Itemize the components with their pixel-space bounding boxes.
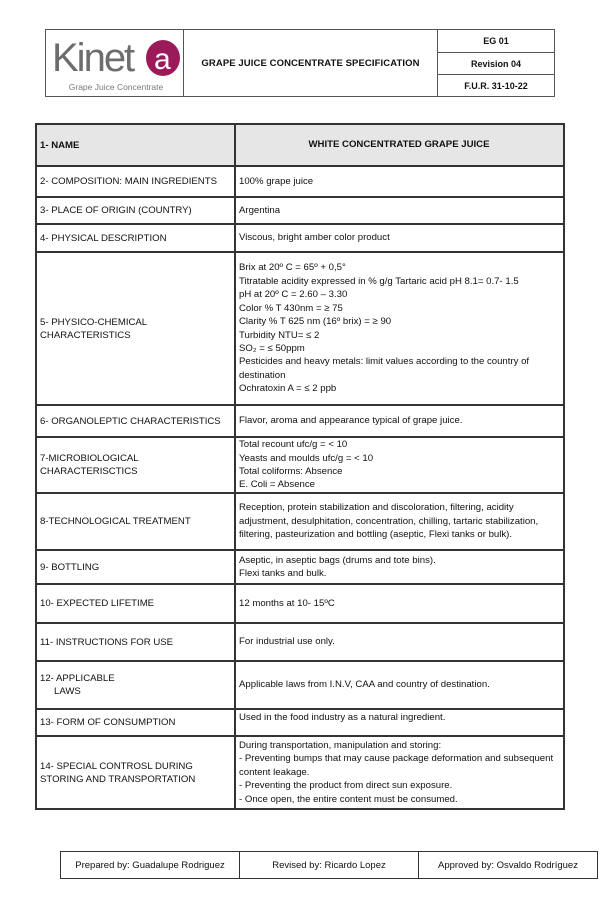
row-value: Total recount ufc/g = < 10 Yeasts and moulds ufc/g = < 10 Total coliforms: Absence E. Coli = Absence xyxy=(239,439,374,491)
spec-row-physico-chemical xyxy=(37,251,563,404)
prepared-by: Prepared by: Guadalupe Rodriguez xyxy=(61,852,240,878)
row-label: 4- PHYSICAL DESCRIPTION xyxy=(37,225,236,251)
spec-row-technological xyxy=(37,492,563,549)
spec-row-origin xyxy=(37,196,563,223)
spec-row-laws xyxy=(37,660,563,708)
approved-by: Approved by: Osvaldo Rodríguez xyxy=(438,859,578,871)
row-label: 6- ORGANOLEPTIC CHARACTERISTICS xyxy=(37,406,236,436)
company-logo xyxy=(46,30,184,96)
row-value: Aseptic, in aseptic bags (drums and tote bins). Flexi tanks and bulk. xyxy=(239,554,436,579)
row-value: During transportation, manipulation and storing: - Preventing bumps that may cause package deformation and subsequent content leakage. - Preventing the product from direct sun exposure. - Once open, the entire content must be consumed. xyxy=(239,739,554,805)
document-revision: Revision 04 xyxy=(438,52,554,74)
revised-by: Revised by: Ricardo Lopez xyxy=(240,852,419,878)
row-label: 7-MICROBIOLOGICAL CHARACTERISCTICS xyxy=(37,438,236,492)
spec-row-organoleptic xyxy=(37,404,563,436)
row-value: Argentina xyxy=(239,204,281,216)
row-label: 14- SPECIAL CONTROSL DURING STORING AND TRANSPORTATION xyxy=(37,737,236,808)
row-label: 5- PHYSICO-CHEMICAL CHARACTERISTICS xyxy=(37,253,236,404)
row-value: 12 months at 10- 15ºC xyxy=(239,597,335,609)
row-label: 13- FORM OF CONSUMPTION xyxy=(37,710,236,735)
row-value: Reception, protein stabilization and discoloration, filtering, acidity adjustment, desulphitation, concentration, chilling, tartaric stabilization, filtering, pasteurization and bottling (aseptic, Flexi tanks or bulk). xyxy=(239,502,539,541)
row-value: Flavor, aroma and appearance typical of grape juice. xyxy=(239,415,463,427)
row-label: 8-TECHNOLOGICAL TREATMENT xyxy=(37,494,236,549)
row-label: 3- PLACE OF ORIGIN (COUNTRY) xyxy=(37,198,236,223)
row-value: Used in the food industry as a natural ingredient. xyxy=(239,712,446,723)
document-code: EG 01 xyxy=(483,36,509,46)
spec-row-bottling xyxy=(37,549,563,583)
row-value: Viscous, bright amber color product xyxy=(239,232,390,244)
row-value: Brix at 20º C = 65º + 0,5° Titratable acidity expressed in % g/g Tartaric acid pH 8.1= 0.7- 1.5 pH at 20º C = 2.60 – 3.30 Color % T 430nm = ≥ 75 Clarity % T 625 nm (16º brix) = ≥ 90 Turbidity NTU= ≤ 2 SO₂ = ≤ 50ppm Pesticides and heavy metals: limit values according to the country of destination Ochratoxin A = ≤ 2 ppb xyxy=(239,262,530,395)
specification-table xyxy=(35,123,565,810)
spec-row-consumption xyxy=(37,708,563,735)
spec-row-physical xyxy=(37,223,563,251)
document-title: GRAPE JUICE CONCENTRATE SPECIFICATION xyxy=(184,30,438,96)
spec-row-composition xyxy=(37,165,563,196)
spec-row-instructions xyxy=(37,622,563,660)
document-meta xyxy=(438,30,554,96)
row-label: 12- APPLICABLE LAWS xyxy=(37,662,236,708)
document-header xyxy=(45,29,555,97)
svg-text:Kinet: Kinet xyxy=(52,36,134,80)
row-value: WHITE CONCENTRATED GRAPE JUICE xyxy=(308,139,490,151)
spec-row-microbiological xyxy=(37,436,563,492)
signature-table xyxy=(60,851,598,879)
row-value: 100% grape juice xyxy=(239,175,314,187)
document-fur-date: F.U.R. 31-10-22 xyxy=(438,74,554,96)
row-label: 9- BOTTLING xyxy=(37,551,236,583)
svg-text:a: a xyxy=(154,43,171,76)
spec-row-lifetime xyxy=(37,583,563,622)
kineta-logo-icon xyxy=(50,34,182,80)
logo-subtitle: Grape Juice Concentrate xyxy=(68,82,164,92)
spec-row-special-controls xyxy=(37,735,563,808)
row-label: 2- COMPOSITION: MAIN INGREDIENTS xyxy=(37,167,236,196)
row-label: 10- EXPECTED LIFETIME xyxy=(37,585,236,622)
row-value: Applicable laws from I.N.V, CAA and country of destination. xyxy=(239,679,490,691)
row-value: For industrial use only. xyxy=(239,636,335,648)
spec-row-name xyxy=(37,125,563,165)
row-label: 11- INSTRUCTIONS FOR USE xyxy=(37,624,236,660)
row-label: 1- NAME xyxy=(37,125,236,165)
